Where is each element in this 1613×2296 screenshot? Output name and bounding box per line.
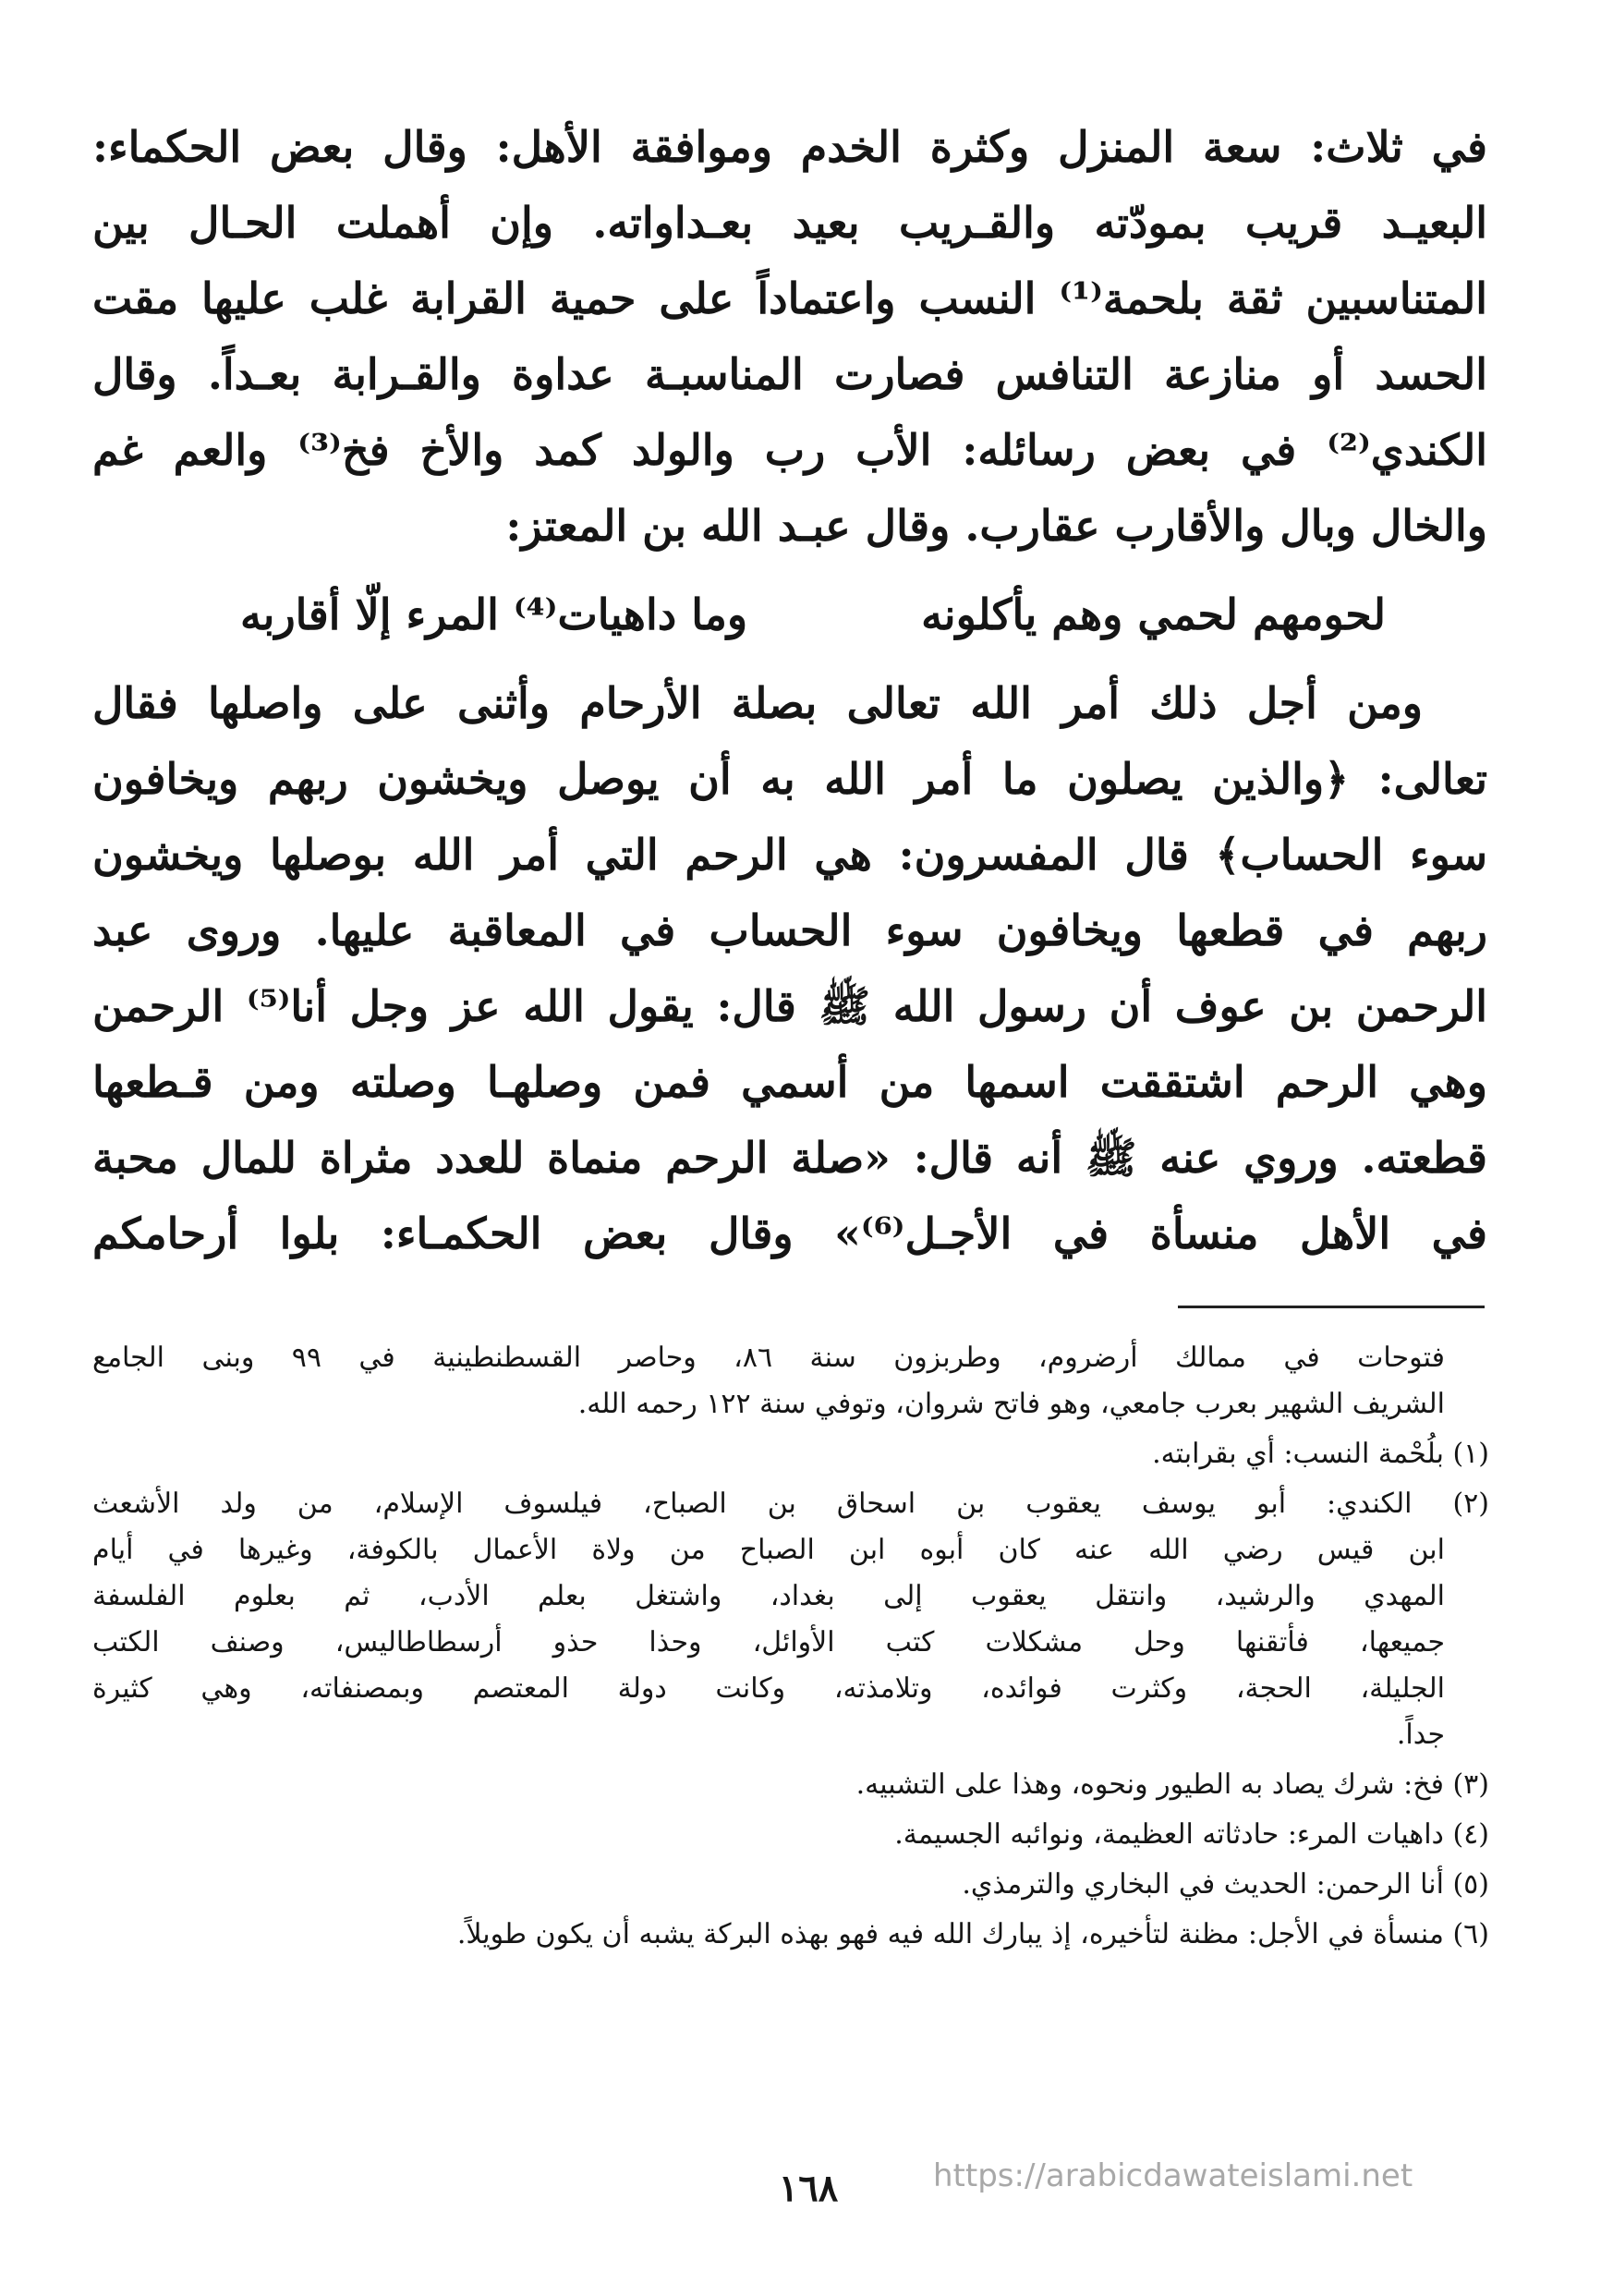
footnote-2-line-4: جميعها، فأتقنها وحل مشكلات كتب الأوائل، وحذا حذو أرسطاطاليس، وصنف الكتب bbox=[92, 1626, 1445, 1658]
footnote-2-line-5: الجليلة، الحجة، وكثرت فوائده، وتلامذته، وكانت دولة المعتصم وبمصنفاته، وهي كثيرة bbox=[92, 1672, 1445, 1705]
footnote-2-line-2: ابن قيس رضي الله عنه كان أبوه ابن الصباح من ولاة الأعمال بالكوفة، وغيرها في أيام bbox=[92, 1534, 1445, 1566]
body-line-3: المتناسبين ثقة بلحمة⁽¹⁾ النسب واعتماداً على حمية القرابة غلب عليها مقت bbox=[92, 273, 1487, 323]
verse-second-hemistich: وما داهيات⁽⁴⁾ المرء إلّا أقاربه bbox=[240, 589, 748, 639]
body-line-7: ومن أجل ذلك أمر الله تعالى بصلة الأرحام وأثنى على واصلها فقال bbox=[92, 678, 1423, 728]
verse-first-hemistich: لحومهم لحمي وهم يأكلونه bbox=[921, 589, 1386, 639]
body-line-5: الكندي⁽²⁾ في بعض رسائله: الأب رب والولد كمد والأخ فخ⁽³⁾ والعم غم bbox=[92, 425, 1487, 475]
footnote-6: (٦) منسأة في الأجل: مظنة لتأخيره، إذ يبارك الله فيه فهو بهذه البركة يشبه أن يكون طويلاً. bbox=[456, 1918, 1489, 1950]
body-line-10: ربهم في قطعها ويخافون سوء الحساب في المعاقبة عليها. وروى عبد bbox=[92, 905, 1487, 955]
footnotes bbox=[92, 1335, 1489, 1958]
footnote-5: (٥) أنا الرحمن: الحديث في البخاري والترمذي. bbox=[962, 1868, 1489, 1901]
watermark-url: https://arabicdawateislami.net bbox=[933, 2157, 1413, 2194]
page-number: ١٦٨ bbox=[778, 2167, 839, 2210]
body-line-2: البعيـد قريب بمودّته والقـريب بعيد بعـداواته. وإن أهملت الحـال بين bbox=[92, 198, 1487, 248]
footnote-2-line-3: المهدي والرشيد، وانتقل يعقوب إلى بغداد، واشتغل بعلم الأدب، ثم بعلوم الفلسفة bbox=[92, 1580, 1445, 1612]
body-line-11: الرحمن بن عوف أن رسول الله ﷺ قال: يقول الله عز وجل أنا⁽⁵⁾ الرحمن bbox=[92, 981, 1487, 1031]
main-body-text bbox=[92, 109, 1487, 1271]
body-line-8: تعالى: ﴿والذين يصلون ما أمر الله به أن يوصل ويخشون ربهم ويخافون bbox=[92, 754, 1487, 804]
body-line-1: في ثلاث: سعة المنزل وكثرة الخدم وموافقة الأهل: وقال بعض الحكماء: bbox=[92, 122, 1487, 172]
body-line-4: الحسد أو منازعة التنافس فصارت المناسبـة عداوة والقـرابة بعـداً. وقال bbox=[92, 349, 1487, 399]
footnote-3: (٣) فخ: شرك يصاد به الطيور ونحوه، وهذا على التشبيه. bbox=[855, 1768, 1489, 1801]
body-line-9: سوء الحساب﴾ قال المفسرون: هي الرحم التي أمر الله بوصلها ويخشون bbox=[92, 830, 1487, 880]
footnote-4: (٤) داهيات المرء: حادثاته العظيمة، ونوائبه الجسيمة. bbox=[894, 1818, 1489, 1851]
footnote-continued-line-2: الشريف الشهير بعرب جامعي، وهو فاتح شروان، وتوفي سنة ١٢٢ رحمه الله. bbox=[577, 1388, 1445, 1420]
footnote-2-line-1: (٢) الكندي: أبو يوسف يعقوب بن اسحاق بن الصباح، فيلسوف الإسلام، من ولد الأشعث bbox=[92, 1488, 1489, 1520]
footnote-separator bbox=[1178, 1306, 1485, 1308]
footnote-continued-line-1: فتوحات في ممالك أرضروم، وطربزون سنة ٨٦، وحاصر القسطنطينية في ٩٩ وبنى الجامع bbox=[92, 1342, 1445, 1374]
poetry-verse bbox=[92, 564, 1487, 665]
body-line-6: والخال وبال والأقارب عقارب. وقال عبـد الله بن المعتز: bbox=[505, 501, 1487, 551]
footnote-2-line-6: جداً. bbox=[1396, 1719, 1445, 1751]
body-line-13: قطعته. وروي عنه ﷺ أنه قال: «صلة الرحم منماة للعدد مثراة للمال محبة bbox=[92, 1133, 1487, 1183]
body-line-12: وهي الرحم اشتققت اسمها من أسمي فمن وصلهـا وصلته ومن قـطعها bbox=[92, 1057, 1487, 1107]
footnote-1: (١) بلُحْمة النسب: أي بقرابته. bbox=[1152, 1438, 1489, 1470]
body-line-14: في الأهل منسأة في الأجـل⁽⁶⁾» وقال بعض الحكمـاء: بلوا أرحامكم bbox=[92, 1209, 1487, 1258]
